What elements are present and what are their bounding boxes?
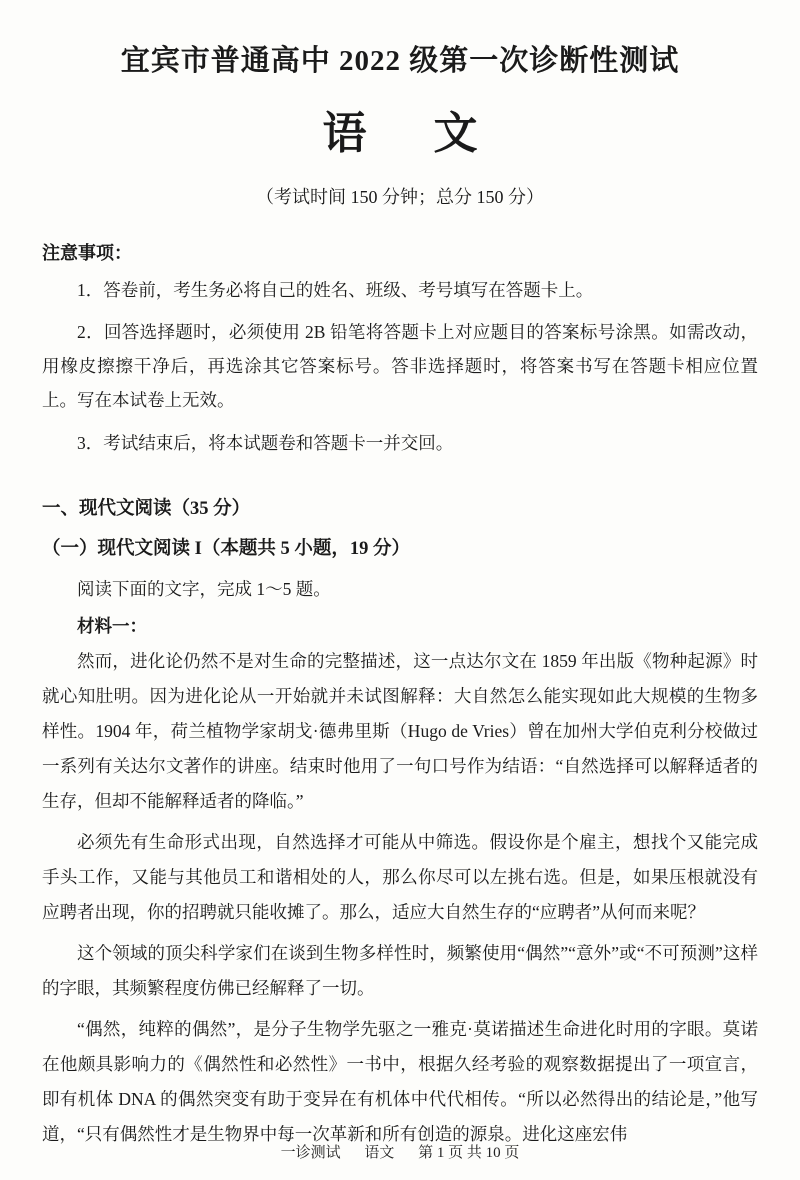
notice-item-3: 3．考试结束后，将本试题卷和答题卡一并交回。 [77,432,454,453]
notice-heading: 注意事项： [42,243,132,263]
material-paragraph-1: 然而，进化论仍然不是对生命的完整描述，这一点达尔文在 1859 年出版《物种起源》时就心知肚明。因为进化论从一开始就并未试图解释：大自然怎么能实现如此大规模的生物多样性。1904 年，荷兰植物学家胡戈·德弗里斯（Hugo de Vries）曾在加州大学伯克利分校做过一系列有关达尔文著作的讲座。结束时他用了一句口号作为结语：“自然选择可以解释适者的生存，但却不能解释适者的降临。” [42,650,758,811]
subject-title: 语 文 [322,109,506,158]
material-paragraph-4: “偶然，纯粹的偶然”，是分子生物学先驱之一雅克·莫诺描述生命进化时用的字眼。莫诺在他颇具影响力的《偶然性和必然性》一书中，根据久经考验的观察数据提出了一项宣言，即有机体 DNA 的偶然突变有助于变异在有机体中代代相传。“所以必然得出的结论是，”他写道，“只有偶然性才是生物界中每一次革新和所有创造的源泉。进化这座宏伟 [42,1018,758,1144]
material-paragraph-2: 必须先有生命形式出现，自然选择才可能从中筛选。假设你是个雇主，想找个又能完成手头工作，又能与其他员工和谐相处的人，那么你尽可以左挑右选。但是，如果压根就没有应聘者出现，你的招聘就只能收摊了。那么，适应大自然生存的“应聘者”从何而来呢？ [42,831,758,922]
notice-item-1: 1．答卷前，考生务必将自己的姓名、班级、考号填写在答题卡上。 [77,280,594,300]
footer-subject: 语文 [364,1145,395,1161]
exam-time-score-info: （考试时间 150 分钟；总分 150 分） [256,187,544,207]
reading-instruction: 阅读下面的文字，完成 1～5 题。 [77,578,331,599]
footer-exam-name: 一诊测试 [280,1145,341,1161]
section-1-subheading: （一）现代文阅读 I（本题共 5 小题，19 分） [42,538,410,559]
material-paragraph-3: 这个领域的顶尖科学家们在谈到生物多样性时，频繁使用“偶然”“意外”或“不可预测”这样的字眼，其频繁程度仿佛已经解释了一切。 [42,942,758,998]
page-footer [0,1141,800,1162]
material-1-label: 材料一： [77,615,147,636]
section-1-heading: 一、现代文阅读（35 分） [42,498,251,519]
footer-page-number: 第 1 页 共 10 页 [418,1145,520,1161]
notice-item-2: 2．回答选择题时，必须使用 2B 铅笔将答题卡上对应题目的答案标号涂黑。如需改动，用橡皮擦擦干净后，再选涂其它答案标号。答非选择题时，将答案书写在答题卡相应位置上。写在本试卷上无效。 [42,322,758,411]
exam-title: 宜宾市普通高中 2022 级第一次诊断性测试 [120,45,680,77]
